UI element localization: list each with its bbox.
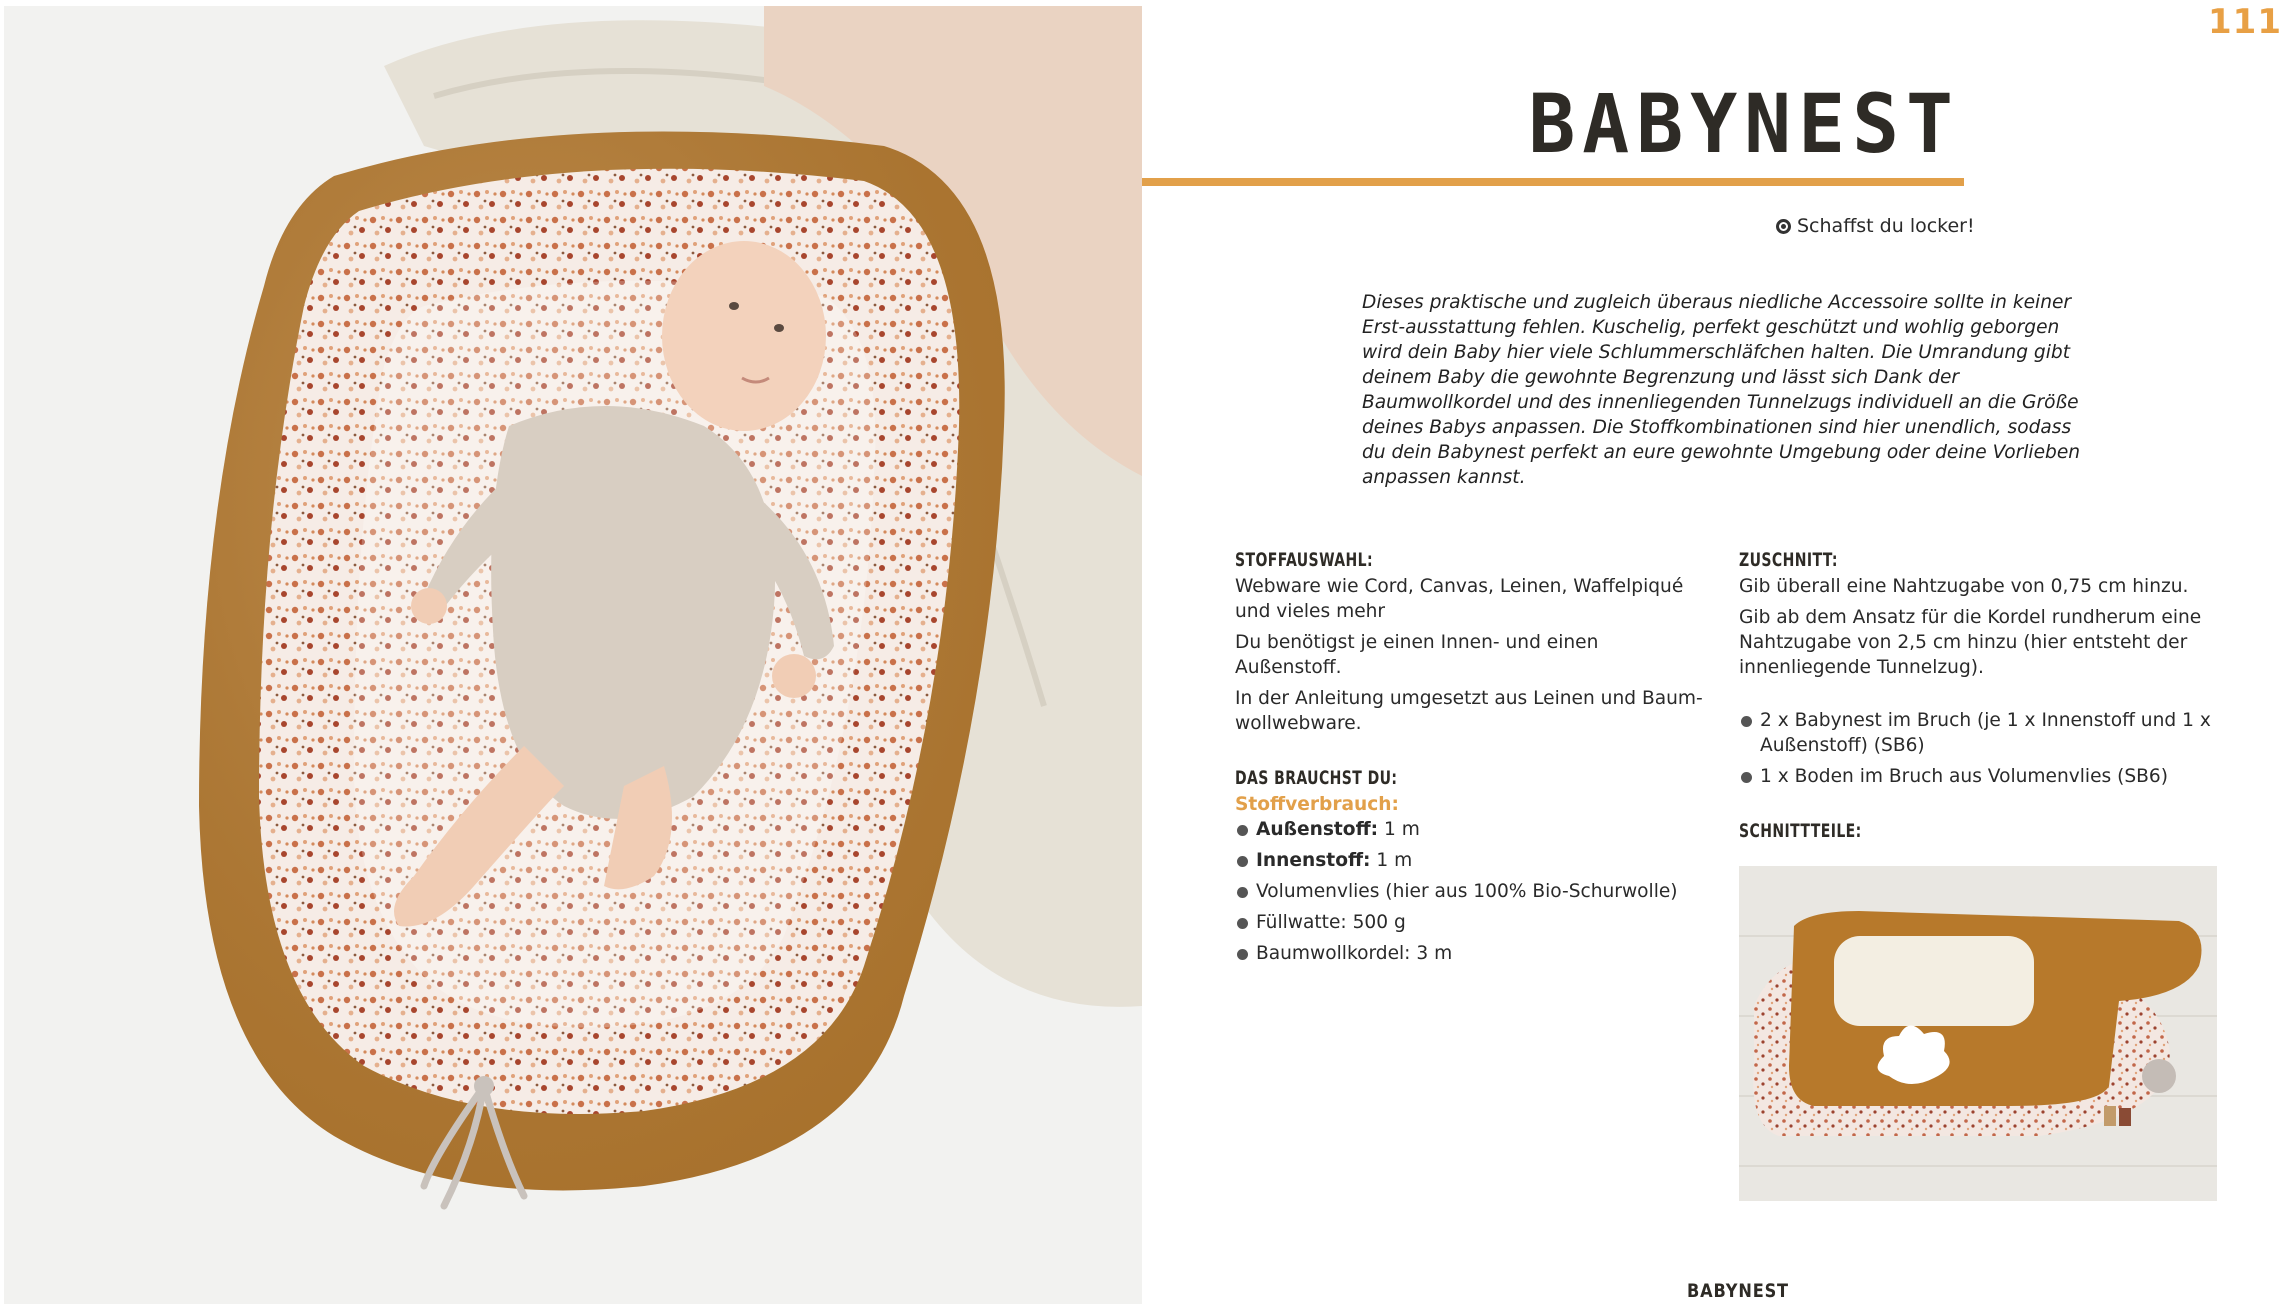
list-item: Innenstoff: 1 m	[1235, 848, 1705, 873]
list-item: 2 x Babynest im Bruch (je 1 x Innenstoff und 1 x Außenstoff) (SB6)	[1739, 708, 2219, 758]
difficulty-dot-icon	[1776, 219, 1791, 234]
zuschnitt-p2: Gib ab dem Ansatz für die Kordel rundherum eine Nahtzugabe von 2,5 cm hinzu (hier entsteht der innenliegende Tunnelzug).	[1739, 607, 2202, 678]
column-right	[1739, 546, 2219, 845]
difficulty-rating	[1776, 215, 1975, 237]
list-item: Füllwatte: 500 g	[1235, 910, 1705, 935]
intro-text	[1362, 290, 2090, 490]
difficulty-label: Schaffst du locker!	[1797, 215, 1975, 237]
zuschnitt-p1: Gib überall eine Nahtzugabe von 0,75 cm hinzu.	[1739, 576, 2189, 597]
page-title: BABYNEST	[1528, 78, 1960, 172]
running-footer: BABYNEST	[1687, 1280, 1789, 1302]
list-item: Volumenvlies (hier aus 100% Bio-Schurwolle)	[1235, 879, 1705, 904]
zuschnitt-heading: ZUSCHNITT:	[1739, 549, 1838, 571]
intro-paragraph: Dieses praktische und zugleich überaus niedliche Accessoire sollte in keiner Erst-ausstattung fehlen. Kuschelig, perfekt geschützt und wohlig geborgen wird dein Baby hier viele Schlummerschläfchen halten. Die Umrandung gibt deinem Baby die gewohnte Begrenzung und lässt sich Dank der Baumwollkordel und des innenliegenden Tunnelzugs individuell an die Größe deines Babys anpassen. Die Stoffkombinationen sind hier unendlich, sodass du dein Babynest perfekt an eure gewohnte Umgebung oder deine Vorlieben anpassen kannst.	[1362, 292, 2081, 488]
stoffauswahl-p2: Du benötigst je einen Innen- und einen Außenstoff.	[1235, 632, 1599, 678]
stoffauswahl-heading: STOFFAUSWAHL:	[1235, 549, 1374, 571]
stoffauswahl-p1: Webware wie Cord, Canvas, Leinen, Waffelpiqué und vieles mehr	[1235, 576, 1684, 622]
cut-list	[1739, 708, 2219, 789]
pattern-pieces-photo	[1739, 866, 2217, 1201]
babynest-photo	[4, 6, 1142, 1304]
materials-list	[1235, 817, 1705, 966]
list-item: Außenstoff: 1 m	[1235, 817, 1705, 842]
stoffauswahl-p3: In der Anleitung umgesetzt aus Leinen und Baum-wollwebware.	[1235, 688, 1703, 734]
list-item: 1 x Boden im Bruch aus Volumenvlies (SB6)	[1739, 764, 2219, 789]
list-item: Baumwollkordel: 3 m	[1235, 941, 1705, 966]
column-left	[1235, 546, 1705, 972]
page-number: 111	[2208, 2, 2282, 42]
stoffverbrauch-label: Stoffverbrauch:	[1235, 794, 1399, 815]
brauchst-heading: DAS BRAUCHST DU:	[1235, 767, 1398, 789]
title-underline	[1142, 178, 1964, 186]
schnittteile-heading: SCHNITTTEILE:	[1739, 820, 1862, 842]
